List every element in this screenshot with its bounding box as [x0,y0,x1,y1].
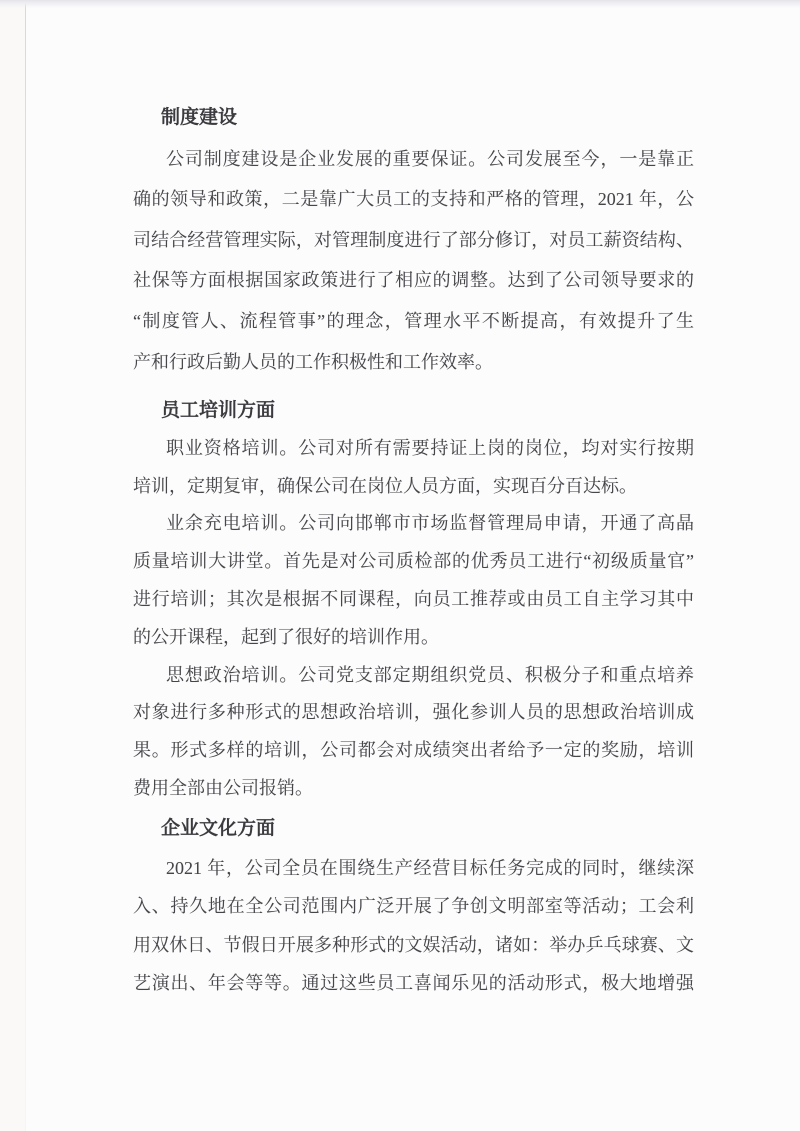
text-line: 公司制度建设是企业发展的重要保证。公司发展至今，一是靠正 [166,148,694,169]
page-edge-crease [25,0,26,1131]
text-line: 进行培训；其次是根据不同课程，向员工推荐或由员工自主学习其中 [133,588,694,609]
section-heading: 员工培训方面 [161,400,276,421]
section-2 [133,392,694,808]
text-line: 产和行政后勤人员的工作积极性和工作效率。 [133,351,493,372]
section-heading: 企业文化方面 [161,818,276,839]
text-line: 思想政治培训。公司党支部定期组织党员、积极分子和重点培养 [166,664,694,685]
section-heading: 制度建设 [161,107,238,128]
scan-top-edge [0,0,800,8]
text-line: 用双休日、节假日开展多种形式的文娱活动，诸如：举办乒乓球赛、文 [133,934,694,955]
text-line: 社保等方面根据国家政策进行了相应的调整。达到了公司领导要求的 [133,270,694,291]
text-line: 确的领导和政策，二是靠广大员工的支持和严格的管理，2021 年，公 [133,189,694,210]
section-3 [133,810,694,1003]
text-line: 的公开课程，起到了很好的培训作用。 [133,626,439,647]
text-line: 质量培训大讲堂。首先是对公司质检部的优秀员工进行“初级质量官” [133,551,694,572]
text-line: 培训，定期复审，确保公司在岗位人员方面，实现百分百达标。 [133,475,637,496]
text-line: 对象进行多种形式的思想政治培训，强化参训人员的思想政治培训成 [133,702,694,723]
text-line: 入、持久地在全公司范围内广泛开展了争创文明部室等活动；工会利 [133,896,694,916]
text-line: 职业资格培训。公司对所有需要持证上岗的岗位，均对实行按期 [166,437,694,458]
text-line: “制度管人、流程管事”的理念，管理水平不断提高，有效提升了生 [133,310,694,331]
text-line: 费用全部由公司报销。 [133,777,313,798]
text-line: 艺演出、年会等等。通过这些员工喜闻乐见的活动形式，极大地增强 [133,973,694,993]
text-line: 业余充电培训。公司向邯郸市市场监督管理局申请，开通了高晶 [166,513,694,534]
text-line: 2021 年，公司全员在围绕生产经营目标任务完成的同时，继续深 [166,857,694,878]
section-1 [133,98,694,382]
scan-left-strip [0,0,25,1131]
text-line: 果。形式多样的培训，公司都会对成绩突出者给予一定的奖励，培训 [133,740,694,761]
text-line: 司结合经营管理实际，对管理制度进行了部分修订，对员工薪资结构、 [133,229,694,250]
